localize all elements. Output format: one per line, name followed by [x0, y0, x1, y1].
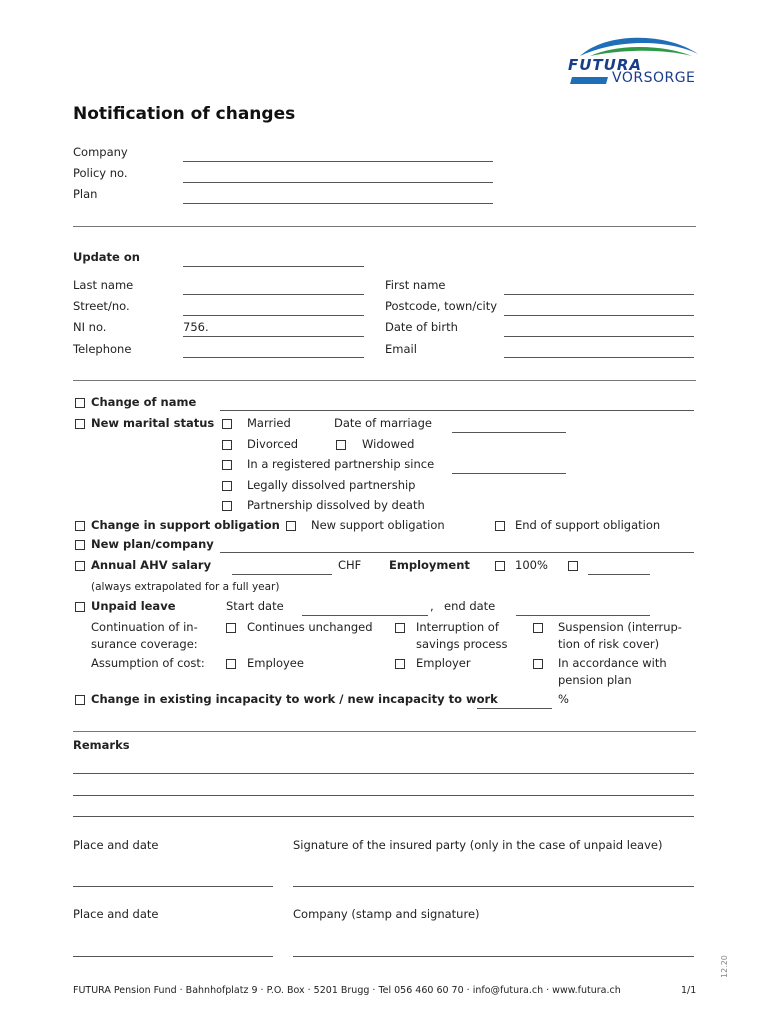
dob-label: Date of birth: [385, 320, 458, 334]
remarks-line-1[interactable]: [73, 773, 694, 774]
employer-label: Employer: [416, 656, 471, 670]
incapacity-checkbox[interactable]: [75, 695, 85, 705]
company-stamp-label: Company (stamp and signature): [293, 907, 480, 921]
suspension-checkbox[interactable]: [533, 623, 543, 633]
section-divider: [73, 731, 696, 732]
incapacity-percent-field[interactable]: [477, 708, 552, 709]
registered-partnership-checkbox[interactable]: [222, 460, 232, 470]
section-divider: [73, 226, 696, 227]
change-of-name-field[interactable]: [220, 410, 694, 411]
remarks-label: Remarks: [73, 738, 130, 752]
telephone-label: Telephone: [73, 342, 132, 356]
dob-field[interactable]: [504, 336, 694, 337]
change-of-name-label: Change of name: [91, 395, 197, 409]
ni-prefix: 756.: [183, 320, 209, 334]
date-of-marriage-label: Date of marriage: [334, 416, 433, 430]
employee-checkbox[interactable]: [226, 659, 236, 669]
new-plan-field[interactable]: [220, 552, 694, 553]
annual-salary-checkbox[interactable]: [75, 561, 85, 571]
suspension-label-1: Suspension (interrup-: [558, 620, 682, 634]
place-date-field-1[interactable]: [73, 886, 273, 887]
policy-no-label: Policy no.: [73, 166, 128, 180]
signature-insured-label: Signature of the insured party (only in the case of unpaid leave): [293, 838, 663, 852]
new-plan-checkbox[interactable]: [75, 540, 85, 550]
place-date-label-2: Place and date: [73, 907, 159, 921]
plan-label: Plan: [73, 187, 98, 201]
ni-no-field[interactable]: [183, 336, 364, 337]
email-label: Email: [385, 342, 417, 356]
widowed-label: Widowed: [362, 437, 415, 451]
remarks-line-2[interactable]: [73, 795, 694, 796]
section-divider: [73, 380, 696, 381]
comma-separator: ,: [430, 599, 434, 613]
accordance-label-1: In accordance with: [558, 656, 667, 670]
date-of-marriage-field[interactable]: [452, 432, 566, 433]
start-date-field[interactable]: [302, 615, 428, 616]
change-support-checkbox[interactable]: [75, 521, 85, 531]
employment-100-checkbox[interactable]: [495, 561, 505, 571]
annual-salary-label: Annual AHV salary: [91, 558, 212, 572]
end-support-label: End of support obligation: [515, 518, 661, 532]
annual-salary-field[interactable]: [232, 574, 332, 575]
new-marital-status-checkbox[interactable]: [75, 419, 85, 429]
change-support-label: Change in support obligation: [91, 518, 280, 532]
email-field[interactable]: [504, 357, 694, 358]
employment-label: Employment: [389, 558, 470, 572]
new-marital-status-label: New marital status: [91, 416, 215, 430]
employment-100-label: 100%: [515, 558, 548, 572]
footer-address: FUTURA Pension Fund · Bahnhofplatz 9 · P.O. Box · 5201 Brugg · Tel 056 460 60 70 · info@futura.ch · www.futura.ch: [73, 985, 621, 996]
dissolved-by-death-checkbox[interactable]: [222, 501, 232, 511]
update-on-label: Update on: [73, 250, 140, 264]
dissolved-by-death-label: Partnership dissolved by death: [247, 498, 425, 512]
incapacity-label: Change in existing incapacity to work / new incapacity to work: [91, 692, 498, 706]
end-date-field[interactable]: [516, 615, 650, 616]
change-of-name-checkbox[interactable]: [75, 398, 85, 408]
interruption-label-2: savings process: [416, 637, 508, 651]
company-field[interactable]: [183, 161, 493, 162]
divorced-label: Divorced: [247, 437, 299, 451]
update-on-field[interactable]: [183, 266, 364, 267]
legally-dissolved-label: Legally dissolved partnership: [247, 478, 416, 492]
first-name-label: First name: [385, 278, 446, 292]
widowed-checkbox[interactable]: [336, 440, 346, 450]
extrapolated-note: (always extrapolated for a full year): [91, 581, 280, 593]
legally-dissolved-checkbox[interactable]: [222, 481, 232, 491]
employment-other-checkbox[interactable]: [568, 561, 578, 571]
employment-other-field[interactable]: [588, 574, 650, 575]
new-plan-label: New plan/company: [91, 537, 214, 551]
accordance-checkbox[interactable]: [533, 659, 543, 669]
employee-label: Employee: [247, 656, 304, 670]
street-field[interactable]: [183, 315, 364, 316]
first-name-field[interactable]: [504, 294, 694, 295]
continues-unchanged-checkbox[interactable]: [226, 623, 236, 633]
employer-checkbox[interactable]: [395, 659, 405, 669]
company-label: Company: [73, 145, 128, 159]
postcode-field[interactable]: [504, 315, 694, 316]
version-code: 12.20: [720, 955, 729, 978]
last-name-label: Last name: [73, 278, 134, 292]
company-stamp-field[interactable]: [293, 956, 694, 957]
street-label: Street/no.: [73, 299, 130, 313]
policy-no-field[interactable]: [183, 182, 493, 183]
signature-insured-field[interactable]: [293, 886, 694, 887]
telephone-field[interactable]: [183, 357, 364, 358]
accordance-label-2: pension plan: [558, 673, 632, 687]
ni-no-label: NI no.: [73, 320, 107, 334]
new-support-checkbox[interactable]: [286, 521, 296, 531]
new-support-label: New support obligation: [311, 518, 445, 532]
last-name-field[interactable]: [183, 294, 364, 295]
logo-brand-bottom: VORSORGE: [612, 70, 696, 86]
remarks-line-3[interactable]: [73, 816, 694, 817]
continuation-label-1: Continuation of in-: [91, 620, 198, 634]
place-date-label-1: Place and date: [73, 838, 159, 852]
plan-field[interactable]: [183, 203, 493, 204]
married-label: Married: [247, 416, 291, 430]
registered-partnership-label: In a registered partnership since: [247, 457, 435, 471]
suspension-label-2: tion of risk cover): [558, 637, 660, 651]
assumption-label: Assumption of cost:: [91, 656, 205, 670]
chf-label: CHF: [338, 558, 362, 572]
postcode-label: Postcode, town/city: [385, 299, 498, 313]
page-title: Notification of changes: [73, 104, 296, 124]
interruption-checkbox[interactable]: [395, 623, 405, 633]
percent-sign: %: [558, 692, 569, 706]
futura-logo: [566, 34, 700, 88]
end-support-checkbox[interactable]: [495, 521, 505, 531]
place-date-field-2[interactable]: [73, 956, 273, 957]
divorced-checkbox[interactable]: [222, 440, 232, 450]
married-checkbox[interactable]: [222, 419, 232, 429]
unpaid-leave-label: Unpaid leave: [91, 599, 176, 613]
interruption-label-1: Interruption of: [416, 620, 499, 634]
logo-brand-top: FUTURA: [568, 56, 642, 74]
end-date-label: end date: [444, 599, 496, 613]
registered-partnership-field[interactable]: [452, 473, 566, 474]
unpaid-leave-checkbox[interactable]: [75, 602, 85, 612]
continues-unchanged-label: Continues unchanged: [247, 620, 373, 634]
start-date-label: Start date: [226, 599, 284, 613]
continuation-label-2: surance coverage:: [91, 637, 198, 651]
page-number: 1/1: [681, 985, 697, 996]
